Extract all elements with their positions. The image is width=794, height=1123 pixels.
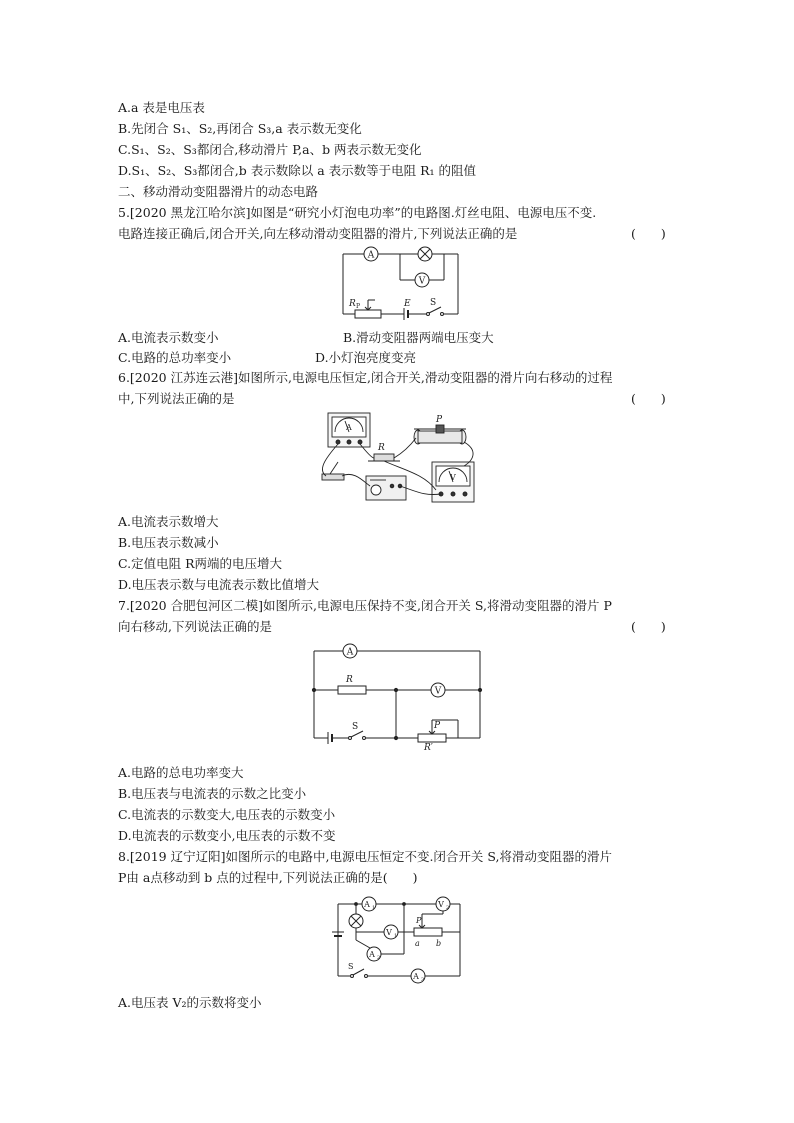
ammeter-a2-sub: 2 xyxy=(377,955,381,961)
q4-option-b: B.先闭合 S₁、S₂,再闭合 S₃,a 表示数无变化 xyxy=(118,121,362,136)
q7-option-b: B.电压表与电流表的示数之比变小 xyxy=(118,786,307,801)
slider-label: P xyxy=(436,415,443,425)
q7-stem-line2: 向右移动,下列说法正确的是 xyxy=(118,619,272,634)
q7-circuit-diagram xyxy=(310,640,485,753)
ammeter-a3-label: A xyxy=(413,972,419,981)
rheostat-icon xyxy=(418,734,446,742)
switch-label: S xyxy=(352,722,359,732)
q5-stem-line1: 5.[2020 黑龙江哈尔滨]如图是“研究小灯泡电功率”的电路图.灯丝电阻、电源电压不变. xyxy=(118,205,597,220)
resistor-label: R xyxy=(378,443,385,453)
voltmeter-label: V xyxy=(418,276,426,287)
q5-answer-paren: ( ) xyxy=(631,226,666,241)
ammeter-a1-label: A xyxy=(364,900,370,909)
q6-answer-paren: ( ) xyxy=(631,391,666,406)
slider-label: P xyxy=(416,916,422,925)
rheostat-icon xyxy=(414,928,442,936)
q4-option-a: A.a 表是电压表 xyxy=(118,100,205,115)
q6-option-d: D.电压表示数与电流表示数比值增大 xyxy=(118,577,320,592)
switch-icon xyxy=(353,969,364,975)
q6-stem-line1: 6.[2020 江苏连云港]如图所示,电源电压恒定,闭合开关,滑动变阻器的滑片向右移动的过程 xyxy=(118,370,613,385)
voltmeter-v2-label: V xyxy=(438,900,444,909)
resistor-icon xyxy=(374,454,394,461)
ammeter-a2-label: A xyxy=(369,950,375,959)
q5-circuit-diagram xyxy=(338,244,463,320)
voltmeter-label: V xyxy=(450,473,456,482)
q6-option-b: B.电压表示数减小 xyxy=(118,535,219,550)
q7-answer-paren: ( ) xyxy=(631,619,666,634)
resistor-icon xyxy=(338,686,366,694)
q7-option-c: C.电流表的示数变大,电压表的示数变小 xyxy=(118,807,336,822)
voltmeter-v1-sub: 1 xyxy=(394,933,398,939)
rheostat-label: R′ xyxy=(424,743,433,753)
q6-option-c: C.定值电阻 R两端的电压增大 xyxy=(118,556,282,571)
q5-option-d: D.小灯泡亮度变亮 xyxy=(315,350,417,365)
q5-stem-line2: 电路连接正确后,闭合开关,向左移动滑动变阻器的滑片,下列说法正确的是 xyxy=(118,226,518,241)
rheostat-label: R xyxy=(349,299,356,309)
q7-option-d: D.电流表的示数变小,电压表的示数不变 xyxy=(118,828,336,843)
q7-option-a: A.电路的总电功率变大 xyxy=(118,765,244,780)
q4-option-c: C.S₁、S₂、S₃都闭合,移动滑片 P,a、b 两表示数无变化 xyxy=(118,142,422,157)
q5-option-a: A.电流表示数变小 xyxy=(118,330,219,345)
q5-option-c: C.电路的总功率变小 xyxy=(118,350,232,365)
switch-label: S xyxy=(348,962,354,971)
q8-circuit-diagram xyxy=(332,892,464,982)
voltmeter-label: V xyxy=(434,686,442,697)
battery-label: E xyxy=(404,299,411,309)
point-b-label: b xyxy=(436,939,442,948)
ammeter-a3-sub: 3 xyxy=(421,977,425,983)
ammeter-label: A xyxy=(367,250,375,261)
q6-option-a: A.电流表示数增大 xyxy=(118,514,219,529)
section-heading: 二、移动滑动变阻器滑片的动态电路 xyxy=(118,184,319,199)
ammeter-label: A xyxy=(346,423,352,432)
voltmeter-v2-sub: 2 xyxy=(446,905,450,911)
ammeter-label: A xyxy=(346,647,354,658)
point-a-label: a xyxy=(415,939,420,948)
q8-stem-line2: P由 a点移动到 b 点的过程中,下列说法正确的是( ) xyxy=(118,870,418,885)
resistor-label: R xyxy=(346,675,353,685)
ammeter-a1-sub: 1 xyxy=(372,905,376,911)
voltmeter-v1-label: V xyxy=(386,928,392,937)
switch-label: S xyxy=(430,298,437,308)
q8-stem-line1: 8.[2019 辽宁辽阳]如图所示的电路中,电源电压恒定不变.闭合开关 S,将滑动变阻器的滑片 xyxy=(118,849,612,864)
q8-option-a: A.电压表 V₂的示数将变小 xyxy=(118,995,262,1010)
q5-option-b: B.滑动变阻器两端电压变大 xyxy=(343,330,494,345)
rheostat-icon xyxy=(355,310,381,318)
rheostat-subscript: P xyxy=(356,303,361,310)
q6-stem-line2: 中,下列说法正确的是 xyxy=(118,391,235,406)
q4-option-d: D.S₁、S₂、S₃都闭合,b 表示数除以 a 表示数等于电阻 R₁ 的阻值 xyxy=(118,163,476,178)
q7-stem-line1: 7.[2020 合肥包河区二模]如图所示,电源电压保持不变,闭合开关 S,将滑动变阻器的滑片 P xyxy=(118,598,612,613)
q6-apparatus-diagram xyxy=(314,410,479,506)
slider-label: P xyxy=(434,721,441,731)
